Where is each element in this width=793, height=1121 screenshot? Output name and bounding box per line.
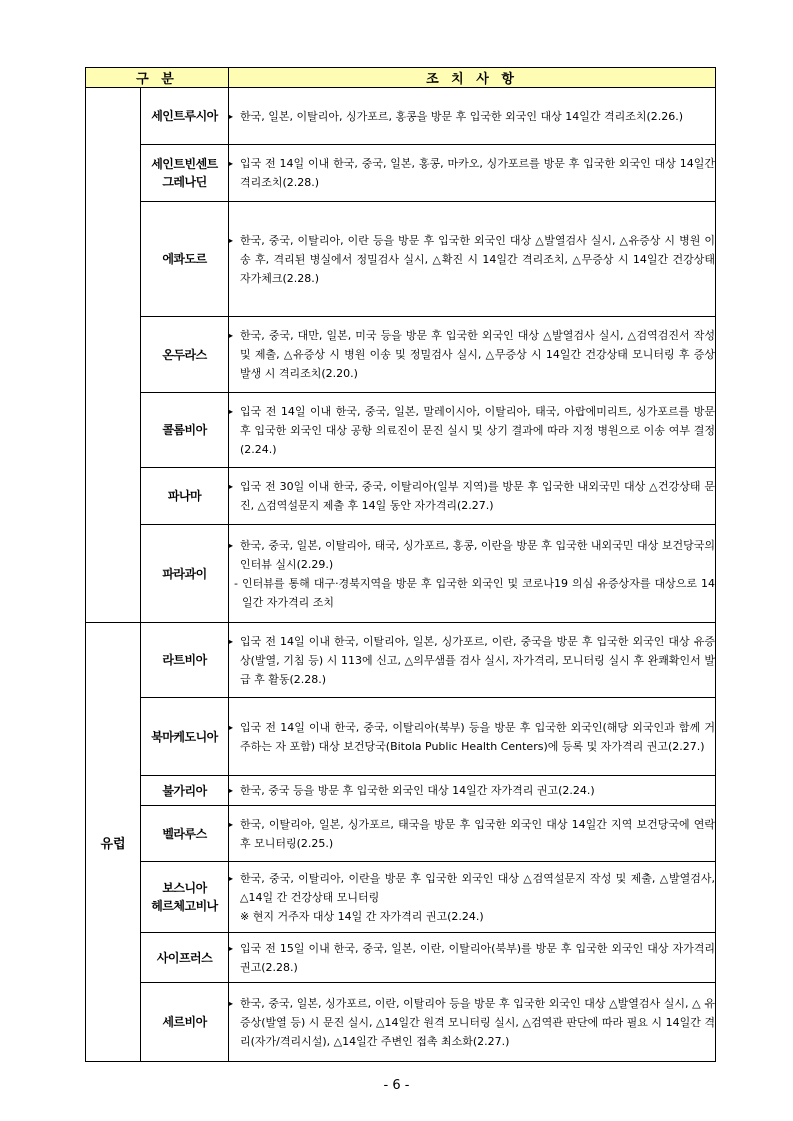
country-cell: 파라과이 (141, 525, 229, 623)
table-row (86, 698, 716, 776)
bullet-icon: ▸ (229, 873, 234, 883)
country-cell: 불가리아 (141, 776, 229, 806)
measure-cell: ▸ 입국 전 14일 이내 한국, 중국, 이탈리아(북부) 등을 방문 후 입국한 외국인(해당 외국인과 함께 거주하는 자 포함) 대상 보건당국(Bitola Public Health Centers)에 등록 및 자가격리 권고(2.27.) (229, 698, 716, 776)
region-cell-europe: 유럽 (86, 623, 141, 1062)
header-category: 구 분 (86, 68, 229, 88)
bullet-icon: ▸ (229, 540, 234, 550)
measure-cell: ▸ 한국, 중국, 이탈리아, 이란 등을 방문 후 입국한 외국인 대상 △발열검사 실시, △유증상 시 병원 이송 후, 격리된 병실에서 정밀검사 실시, △확진 시 14일간 격리조치, △무증상 시 14일간 건강상태 자가체크(2.28.) (229, 202, 716, 317)
region-cell-americas (86, 88, 141, 623)
bullet-icon: ▸ (229, 331, 234, 340)
bullet-icon: ▸ (229, 722, 234, 732)
measure-cell: ▸ 한국, 이탈리아, 일본, 싱가포르, 태국을 방문 후 입국한 외국인 대상 14일간 지역 보건당국에 연락 후 모니터링(2.25.) (229, 806, 716, 862)
country-cell: 콜롬비아 (141, 393, 229, 468)
country-cell: 온두라스 (141, 317, 229, 393)
bullet-icon: ▸ (229, 819, 234, 829)
table-row (86, 776, 716, 806)
table-row (86, 525, 716, 623)
measure-cell: ▸ 한국, 중국, 이탈리아, 이란을 방문 후 입국한 외국인 대상 △검역설문지 작성 및 제출, △발열검사, △14일 간 건강상태 모니터링 ※ 현지 거주자 대상 14일 간 자가격리 권고(2.24.) (229, 862, 716, 933)
country-cell: 세르비아 (141, 983, 229, 1062)
page-number: - 6 - (383, 1078, 410, 1093)
bullet-icon: ▸ (229, 786, 234, 795)
header-measures: 조 치 사 항 (229, 68, 716, 88)
measure-cell: ▸ 한국, 중국, 일본, 이탈리아, 태국, 싱가포르, 홍콩, 이란을 방문 후 입국한 내외국민 대상 보건당국의 인터뷰 실시(2.29.) - 인터뷰를 통해 대구·경북지역을 방문 후 입국한 외국인 및 코로나19 의심 유증상자를 대상으로 14일간 자가격리 조치 (229, 525, 716, 623)
country-cell: 보스니아 헤르체고비나 (141, 862, 229, 933)
bullet-icon: ▸ (229, 111, 234, 121)
country-cell: 에콰도르 (141, 202, 229, 317)
table-row (86, 393, 716, 468)
table-row (86, 88, 716, 145)
measure-cell: ▸ 입국 전 14일 이내 한국, 중국, 일본, 말레이시아, 이탈리아, 태국, 아랍에미리트, 싱가포르를 방문 후 입국한 외국인 대상 공항 의료진이 문진 실시 및 상기 결과에 따라 지정 병원으로 이송 여부 결정(2.24.) (229, 393, 716, 468)
measure-cell: ▸ 입국 전 30일 이내 한국, 중국, 이탈리아(일부 지역)를 방문 후 입국한 내외국민 대상 △건강상태 문진, △검역설문지 제출 후 14일 동안 자가격리(2.27.) (229, 468, 716, 525)
bullet-icon: ▸ (229, 406, 234, 416)
bullet-icon: ▸ (229, 636, 234, 646)
bullet-icon: ▸ (229, 235, 234, 245)
table-row (86, 468, 716, 525)
measure-cell: ▸ 한국, 일본, 이탈리아, 싱가포르, 홍콩을 방문 후 입국한 외국인 대상 14일간 격리조치(2.26.) (229, 88, 716, 145)
country-cell: 벨라루스 (141, 806, 229, 862)
measure-cell: ▸ 입국 전 15일 이내 한국, 중국, 일본, 이란, 이탈리아(북부)를 방문 후 입국한 외국인 대상 자가격리 권고(2.28.) (229, 933, 716, 983)
country-cell: 북마케도니아 (141, 698, 229, 776)
bullet-icon: ▸ (229, 159, 234, 168)
measures-table (85, 67, 716, 1062)
bullet-icon: ▸ (229, 482, 234, 491)
table-row (86, 806, 716, 862)
table-row (86, 623, 716, 698)
bullet-icon: ▸ (229, 943, 234, 953)
country-cell: 파나마 (141, 468, 229, 525)
table-header-row (86, 68, 716, 88)
measure-cell: ▸ 입국 전 14일 이내 한국, 중국, 일본, 홍콩, 마카오, 싱가포르를 방문 후 입국한 외국인 대상 14일간 격리조치(2.28.) (229, 145, 716, 202)
country-cell: 라트비아 (141, 623, 229, 698)
table-row (86, 862, 716, 933)
country-cell: 사이프러스 (141, 933, 229, 983)
country-cell: 세인트빈센트 그레나딘 (141, 145, 229, 202)
measure-cell: ▸ 한국, 중국, 일본, 싱가포르, 이란, 이탈리아 등을 방문 후 입국한 외국인 대상 △발열검사 실시, △ 유증상(발열 등) 시 문진 실시, △14일간 원격 모니터링 실시, △검역관 판단에 따라 필요 시 14일간 격리(자가/격리시설), △14일간 주변인 접촉 최소화(2.27.) (229, 983, 716, 1062)
table-row (86, 933, 716, 983)
country-cell: 세인트루시아 (141, 88, 229, 145)
measure-cell: ▸ 한국, 중국 등을 방문 후 입국한 외국인 대상 14일간 자가격리 권고(2.24.) (229, 776, 716, 806)
table-row (86, 202, 716, 317)
table-row (86, 145, 716, 202)
table-row (86, 983, 716, 1062)
bullet-icon: ▸ (229, 998, 234, 1008)
table-row (86, 317, 716, 393)
measure-cell: ▸ 한국, 중국, 대만, 일본, 미국 등을 방문 후 입국한 외국인 대상 △발열검사 실시, △검역검진서 작성 및 제출, △유증상 시 병원 이송 및 정밀검사 실시, △무증상 시 14일간 건강상태 모니터링 후 증상 발생 시 격리조치(2.20.) (229, 317, 716, 393)
measure-cell: ▸ 입국 전 14일 이내 한국, 이탈리아, 일본, 싱가포르, 이란, 중국을 방문 후 입국한 외국인 대상 유증상(발열, 기침 등) 시 113에 신고, △의무샘플 검사 실시, 자가격리, 모니터링 실시 후 완쾌확인서 발급 후 활동(2.28.) (229, 623, 716, 698)
